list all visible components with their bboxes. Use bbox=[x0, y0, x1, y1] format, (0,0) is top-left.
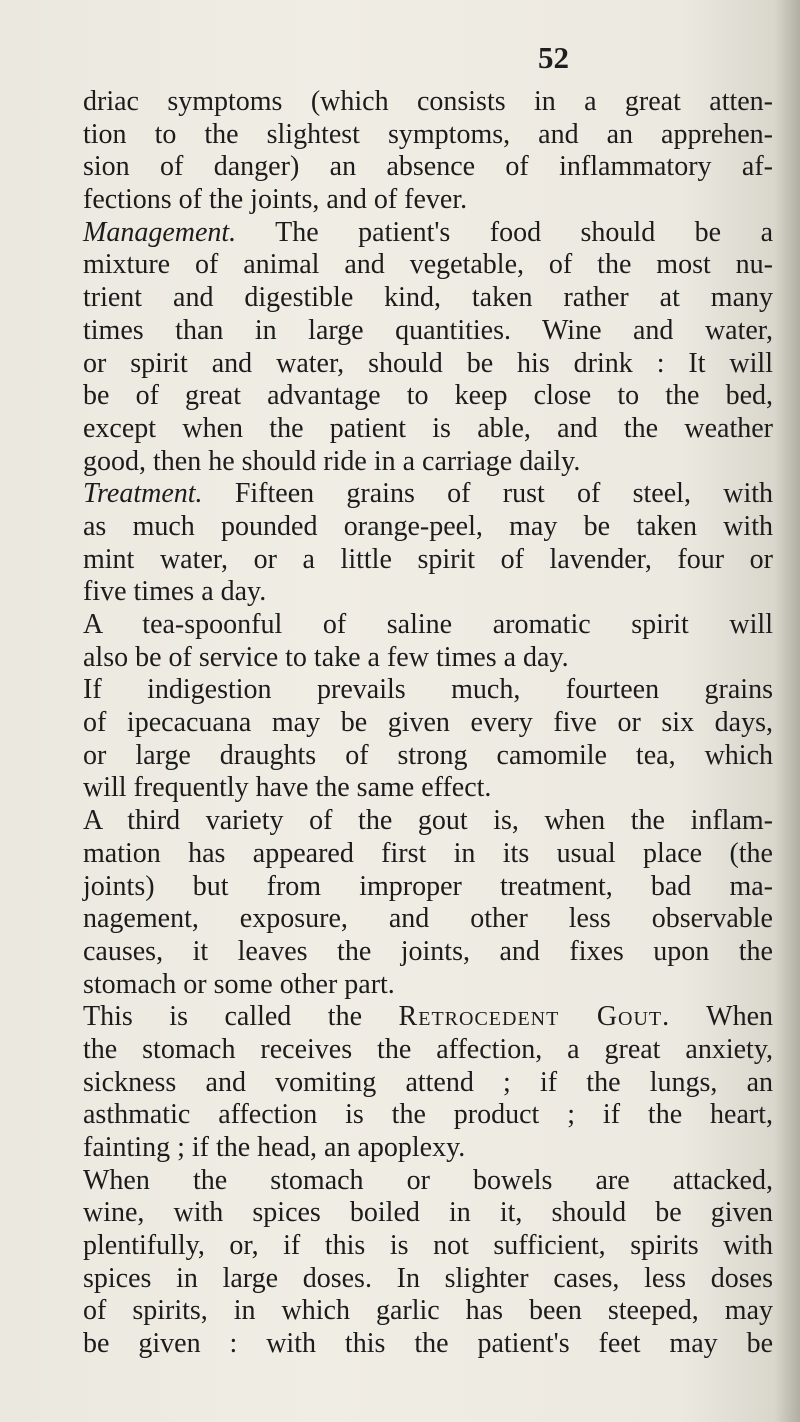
management-heading: Management. bbox=[83, 216, 237, 248]
text-line: also be of service to take a few times a day. bbox=[83, 641, 569, 673]
text-line: A tea-spoonful of saline aromatic spirit will bbox=[83, 609, 773, 640]
text-line: If indigestion prevails much, fourteen grains bbox=[83, 674, 773, 706]
text-segment: This is called the bbox=[83, 1001, 363, 1033]
text-line: tion to the slightest symptoms, and an apprehen- bbox=[83, 118, 773, 150]
page-edge-shadow bbox=[774, 0, 800, 1422]
text-line: mation has appeared first in its usual place (the bbox=[83, 837, 773, 869]
text-line: or large draughts of strong camomile tea, which bbox=[83, 739, 773, 771]
text-line: sion of danger) an absence of inflammatory af- bbox=[83, 151, 773, 183]
text-line: joints) but from improper treatment, bad ma- bbox=[83, 870, 773, 902]
page-number: 52 bbox=[538, 40, 569, 75]
text-line: fainting ; if the head, an apoplexy. bbox=[83, 1132, 466, 1163]
text-line: plentifully, or, if this is not sufficient, spirits with bbox=[83, 1230, 773, 1262]
text-line: causes, it leaves the joints, and fixes upon the bbox=[83, 935, 773, 967]
text-line: the stomach receives the affection, a great anxiety, bbox=[83, 1033, 773, 1065]
text-line: driac symptoms (which consists in a great atten- bbox=[83, 86, 773, 117]
text-line: sickness and vomiting attend ; if the lungs, an bbox=[83, 1066, 773, 1098]
retrocedent-gout-heading: Retrocedent Gout. bbox=[398, 1001, 671, 1033]
treatment-heading: Treatment. bbox=[83, 478, 203, 510]
text-segment: The patient's food should be a bbox=[275, 216, 773, 248]
text-line: When the stomach or bowels are attacked, bbox=[83, 1164, 773, 1196]
text-line: or spirit and water, should be his drink : It will bbox=[83, 347, 773, 379]
text-line bbox=[83, 1001, 773, 1034]
text-segment: When bbox=[706, 1001, 774, 1033]
text-line: be given : with this the patient's feet may be bbox=[83, 1328, 773, 1360]
text-line: spices in large doses. In slighter cases, less doses bbox=[83, 1262, 773, 1294]
text-line: mixture of animal and vegetable, of the most nu- bbox=[83, 249, 773, 281]
text-line: asthmatic affection is the product ; if the heart, bbox=[83, 1099, 773, 1131]
text-line: nagement, exposure, and other less observable bbox=[83, 903, 773, 935]
text-line bbox=[83, 478, 773, 511]
text-line: fections of the joints, and of fever. bbox=[83, 184, 468, 216]
text-line: trient and digestible kind, taken rather at many bbox=[83, 282, 773, 314]
text-line: wine, with spices boiled in it, should be given bbox=[83, 1197, 773, 1229]
body-text bbox=[83, 86, 773, 1361]
text-line: be of great advantage to keep close to the bed, bbox=[83, 380, 773, 412]
text-line: of spirits, in which garlic has been steeped, may bbox=[83, 1295, 773, 1327]
text-line: of ipecacuana may be given every five or six days, bbox=[83, 707, 773, 739]
text-line: except when the patient is able, and the weather bbox=[83, 412, 773, 444]
text-line bbox=[83, 217, 773, 250]
text-line: will frequently have the same effect. bbox=[83, 772, 492, 804]
text-line: five times a day. bbox=[83, 576, 267, 608]
text-line: good, then he should ride in a carriage daily. bbox=[83, 445, 581, 477]
text-line: stomach or some other part. bbox=[83, 968, 395, 1000]
text-line: mint water, or a little spirit of lavender, four or bbox=[83, 543, 773, 575]
text-line: times than in large quantities. Wine and water, bbox=[83, 314, 773, 346]
text-line: as much pounded orange-peel, may be taken with bbox=[83, 510, 773, 542]
text-segment: Fifteen grains of rust of steel, with bbox=[234, 478, 774, 510]
text-line: A third variety of the gout is, when the inflam- bbox=[83, 805, 773, 837]
